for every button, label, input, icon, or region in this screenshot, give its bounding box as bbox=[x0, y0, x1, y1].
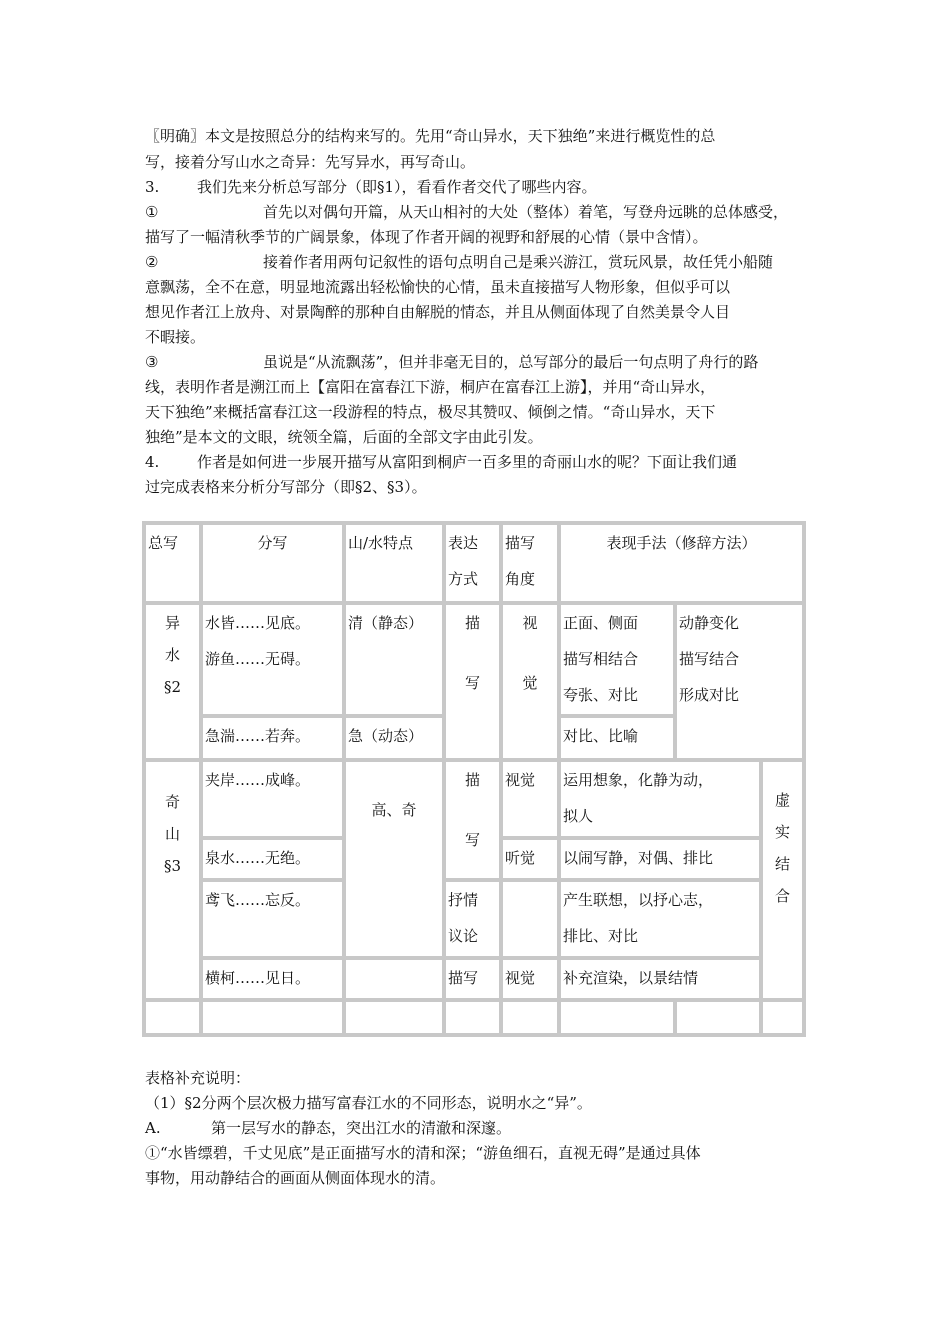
point-3-line3: 天下独绝”来概括富春江这一段游程的特点，极尽其赞叹、倾倒之情。“奇山异水，天下 bbox=[145, 403, 716, 421]
header-fangshi bbox=[444, 523, 501, 603]
row5-jiaodu bbox=[501, 880, 559, 958]
para-3 bbox=[145, 175, 597, 199]
row1-extra bbox=[675, 603, 804, 760]
empty-cell bbox=[559, 1000, 675, 1035]
empty-cell bbox=[675, 1000, 761, 1035]
miaoxie-b-2: 写 bbox=[464, 831, 480, 849]
row5-shoufa-2: 排比、对比 bbox=[563, 927, 639, 945]
point-2-line4: 不暇接。 bbox=[145, 328, 206, 346]
row4-fenxie: 泉水……无绝。 bbox=[201, 838, 344, 880]
para-4-number: 4. bbox=[145, 453, 160, 471]
row3-shoufa-2: 拟人 bbox=[563, 807, 594, 825]
row1-shoufa-1: 正面、侧面 bbox=[563, 614, 639, 632]
xushi-jiehe bbox=[761, 760, 804, 1000]
row6-shoufa: 补充渲染，以景结情 bbox=[559, 958, 761, 1000]
miaoxie-a-2: 写 bbox=[464, 674, 480, 692]
qishan-char1: 奇 bbox=[164, 793, 180, 811]
header-jiaodu-1: 描写 bbox=[505, 534, 536, 552]
header-jiaodu-2: 角度 bbox=[505, 570, 536, 588]
group-yishui bbox=[144, 603, 201, 760]
row2-tedian: 急（动态） bbox=[344, 716, 444, 760]
miaoxie-b-1: 描 bbox=[464, 771, 480, 789]
row1-extra-3: 形成对比 bbox=[679, 686, 740, 704]
para-3-number: 3. bbox=[145, 178, 160, 196]
note-a-text: 第一层写水的静态，突出江水的清澈和深邃。 bbox=[211, 1119, 512, 1137]
header-fenxie: 分写 bbox=[201, 523, 344, 603]
point-3-line1 bbox=[145, 350, 758, 374]
row2-fenxie: 急湍……若奔。 bbox=[201, 716, 344, 760]
notes-title: 表格补充说明： bbox=[145, 1069, 251, 1087]
empty-cell bbox=[444, 1000, 501, 1035]
empty-cell bbox=[144, 1000, 201, 1035]
row1-extra-2: 描写结合 bbox=[679, 650, 740, 668]
header-shoufa: 表现手法（修辞方法） bbox=[559, 523, 804, 603]
header-tedian: 山/水特点 bbox=[344, 523, 444, 603]
row6-fangshi: 描写 bbox=[444, 958, 501, 1000]
row5-shoufa bbox=[559, 880, 761, 958]
row1-fangshi bbox=[444, 603, 501, 760]
para-4-line1 bbox=[145, 450, 737, 474]
row1-jiaodu bbox=[501, 603, 559, 760]
header-fangshi-2: 方式 bbox=[448, 570, 479, 588]
point-1-text1: 首先以对偶句开篇，从天山相衬的大处（整体）着笔，写登舟远眺的总体感受， bbox=[263, 203, 789, 221]
para-4-line2: 过完成表格来分析分写部分（即§2、§3）。 bbox=[145, 478, 427, 496]
row1-fenxie bbox=[201, 603, 344, 716]
row3-tedian: 高、奇 bbox=[344, 760, 444, 958]
para-3-text: 我们先来分析总写部分（即§1），看看作者交代了哪些内容。 bbox=[197, 178, 597, 196]
point-3-mark: ③ bbox=[145, 353, 159, 371]
row1-shoufa-3: 夸张、对比 bbox=[563, 686, 639, 704]
qishan-char2: 山 bbox=[164, 825, 180, 843]
row2-shoufa: 对比、比喻 bbox=[559, 716, 675, 760]
miaoxie-a-1: 描 bbox=[464, 614, 480, 632]
shijue-a-2: 觉 bbox=[522, 674, 538, 692]
row6-fenxie: 横柯……见日。 bbox=[201, 958, 344, 1000]
row5-fenxie: 鸢飞……忘反。 bbox=[201, 880, 344, 958]
note-1: （1）§2分两个层次极力描写富春江水的不同形态，说明水之“异”。 bbox=[145, 1094, 592, 1112]
row3-jiaodu: 视觉 bbox=[501, 760, 559, 838]
header-jiaodu bbox=[501, 523, 559, 603]
para-mingque-line1: 〖明确〗本文是按照总分的结构来写的。先用“奇山异水，天下独绝”来进行概览性的总 bbox=[145, 127, 716, 145]
point-2-line3: 想见作者江上放舟、对景陶醉的那种自由解脱的情态，并且从侧面体现了自然美景令人目 bbox=[145, 303, 731, 321]
group-qishan bbox=[144, 760, 201, 1000]
note-a-number: A. bbox=[145, 1119, 161, 1137]
point-3-line4: 独绝”是本文的文眼，统领全篇，后面的全部文字由此引发。 bbox=[145, 428, 543, 446]
row5-fangshi-1: 抒情 bbox=[448, 891, 479, 909]
row4-jiaodu: 听觉 bbox=[501, 838, 559, 880]
point-3-text1: 虽说是“从流飘荡”，但并非毫无目的，总写部分的最后一句点明了舟行的路 bbox=[263, 353, 759, 371]
para-4-text1: 作者是如何进一步展开描写从富阳到桐庐一百多里的奇丽山水的呢？下面让我们通 bbox=[197, 453, 738, 471]
yishui-char2: 水 bbox=[164, 646, 180, 664]
row3-fenxie: 夹岸……成峰。 bbox=[201, 760, 344, 838]
yishui-section: §2 bbox=[163, 678, 182, 696]
point-3-line2: 线，表明作者是溯江而上【富阳在富春江下游，桐庐在富春江上游】，并用“奇山异水， bbox=[145, 378, 716, 396]
note-a bbox=[145, 1116, 511, 1140]
row1-tedian: 清（静态） bbox=[344, 603, 444, 716]
point-2-mark: ② bbox=[145, 253, 159, 271]
note-2-line2: 事物，用动静结合的画面从侧面体现水的清。 bbox=[145, 1169, 446, 1187]
xushi-char1: 虚 bbox=[774, 791, 790, 809]
empty-cell bbox=[201, 1000, 344, 1035]
point-1-line1 bbox=[145, 200, 788, 224]
note-2-line1: ①“水皆缥碧，千丈见底”是正面描写水的清和深；“游鱼细石，直视无碍”是通过具体 bbox=[145, 1144, 701, 1162]
row5-fangshi bbox=[444, 880, 501, 958]
para-mingque-line2: 写，接着分写山水之奇异：先写异水，再写奇山。 bbox=[145, 153, 476, 171]
row1-fenxie-1: 水皆……见底。 bbox=[205, 614, 311, 632]
row3-shoufa bbox=[559, 760, 761, 838]
row1-fenxie-2: 游鱼……无碍。 bbox=[205, 650, 311, 668]
empty-cell bbox=[501, 1000, 559, 1035]
row3-shoufa-1: 运用想象，化静为动， bbox=[563, 771, 714, 789]
shijue-a-1: 视 bbox=[522, 614, 538, 632]
point-2-line1 bbox=[145, 250, 773, 274]
header-zongxie: 总写 bbox=[144, 523, 201, 603]
point-1-mark: ① bbox=[145, 203, 159, 221]
qishan-section: §3 bbox=[163, 857, 182, 875]
row5-shoufa-1: 产生联想，以抒心志， bbox=[563, 891, 714, 909]
xushi-char4: 合 bbox=[774, 887, 790, 905]
row1-shoufa bbox=[559, 603, 675, 716]
xushi-char3: 结 bbox=[774, 855, 790, 873]
xushi-char2: 实 bbox=[774, 823, 790, 841]
point-2-line2: 意飘荡，全不在意，明显地流露出轻松愉快的心情，虽未直接描写人物形象，但似乎可以 bbox=[145, 278, 731, 296]
row5-fangshi-2: 议论 bbox=[448, 927, 479, 945]
point-1-line2: 描写了一幅清秋季节的广阔景象，体现了作者开阔的视野和舒展的心情（景中含情）。 bbox=[145, 228, 708, 246]
header-fangshi-1: 表达 bbox=[448, 534, 479, 552]
row1-shoufa-2: 描写相结合 bbox=[563, 650, 639, 668]
empty-cell bbox=[344, 1000, 444, 1035]
row3-fangshi bbox=[444, 760, 501, 880]
yishui-char1: 异 bbox=[164, 614, 180, 632]
empty-cell bbox=[761, 1000, 804, 1035]
row1-extra-1: 动静变化 bbox=[679, 614, 740, 632]
point-2-text1: 接着作者用两句记叙性的语句点明自己是乘兴游江，赏玩风景，故任凭小船随 bbox=[263, 253, 774, 271]
row6-jiaodu: 视觉 bbox=[501, 958, 559, 1000]
row6-tedian bbox=[344, 958, 444, 1000]
row4-shoufa: 以闹写静，对偶、排比 bbox=[559, 838, 761, 880]
